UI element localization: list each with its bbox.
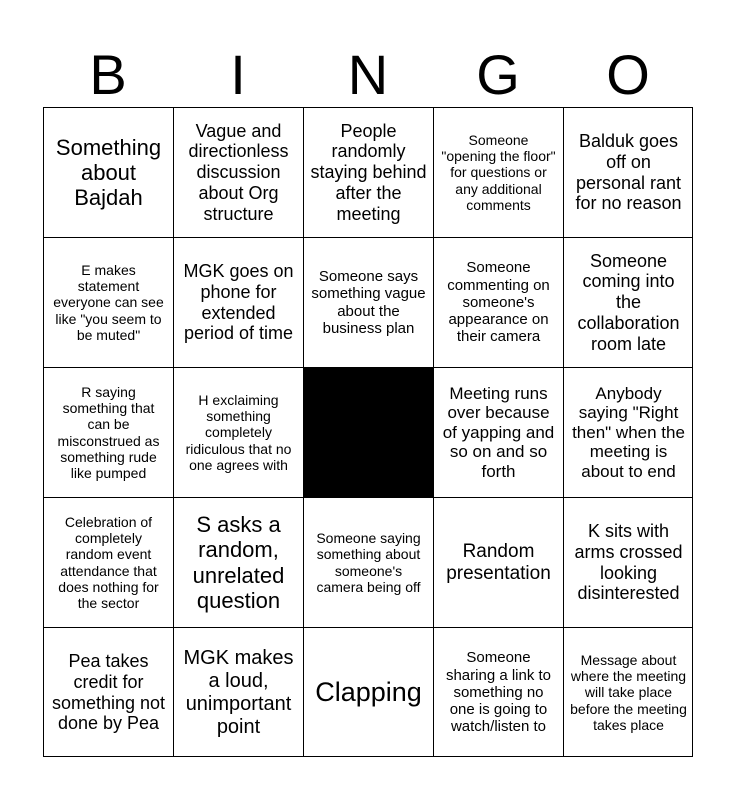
bingo-cell[interactable]: K sits with arms crossed looking disinterested bbox=[563, 497, 693, 627]
header-letter-b: B bbox=[89, 43, 127, 106]
bingo-cell[interactable]: H exclaiming something completely ridiculous that no one agrees with bbox=[173, 367, 303, 497]
bingo-cell[interactable]: Someone "opening the floor" for questions or any additional comments bbox=[433, 107, 563, 237]
bingo-card bbox=[43, 107, 693, 757]
bingo-cell[interactable]: E makes statement everyone can see like "you seem to be muted" bbox=[43, 237, 173, 367]
bingo-cell[interactable]: Random presentation bbox=[433, 497, 563, 627]
bingo-cell[interactable]: R saying something that can be misconstrued as something rude like pumped bbox=[43, 367, 173, 497]
bingo-cell[interactable]: Balduk goes off on personal rant for no reason bbox=[563, 107, 693, 237]
bingo-cell[interactable]: Someone coming into the collaboration room late bbox=[563, 237, 693, 367]
bingo-cell[interactable]: Someone commenting on someone's appearance on their camera bbox=[433, 237, 563, 367]
bingo-cell[interactable]: Clapping bbox=[303, 627, 433, 757]
bingo-cell[interactable]: Pea takes credit for something not done by Pea bbox=[43, 627, 173, 757]
bingo-cell[interactable]: Anybody saying "Right then" when the meeting is about to end bbox=[563, 367, 693, 497]
bingo-cell[interactable]: MGK makes a loud, unimportant point bbox=[173, 627, 303, 757]
bingo-cell[interactable]: Vague and directionless discussion about Org structure bbox=[173, 107, 303, 237]
bingo-cell[interactable]: S asks a random, unrelated question bbox=[173, 497, 303, 627]
bingo-cell[interactable]: Something about Bajdah bbox=[43, 107, 173, 237]
free-space bbox=[303, 367, 433, 497]
bingo-cell[interactable]: Someone saying something about someone's camera being off bbox=[303, 497, 433, 627]
header-letter-i: I bbox=[230, 43, 246, 106]
bingo-cell[interactable]: Someone says something vague about the business plan bbox=[303, 237, 433, 367]
header-letter-g: G bbox=[476, 43, 520, 106]
bingo-cell[interactable]: Message about where the meeting will take place before the meeting takes place bbox=[563, 627, 693, 757]
bingo-cell[interactable]: Someone sharing a link to something no one is going to watch/listen to bbox=[433, 627, 563, 757]
bingo-header bbox=[43, 44, 693, 106]
bingo-cell[interactable]: Celebration of completely random event attendance that does nothing for the sector bbox=[43, 497, 173, 627]
bingo-cell[interactable]: MGK goes on phone for extended period of time bbox=[173, 237, 303, 367]
header-letter-o: O bbox=[606, 43, 650, 106]
header-letter-n: N bbox=[347, 43, 389, 106]
bingo-cell[interactable]: People randomly staying behind after the meeting bbox=[303, 107, 433, 237]
bingo-cell[interactable]: Meeting runs over because of yapping and so on and so forth bbox=[433, 367, 563, 497]
